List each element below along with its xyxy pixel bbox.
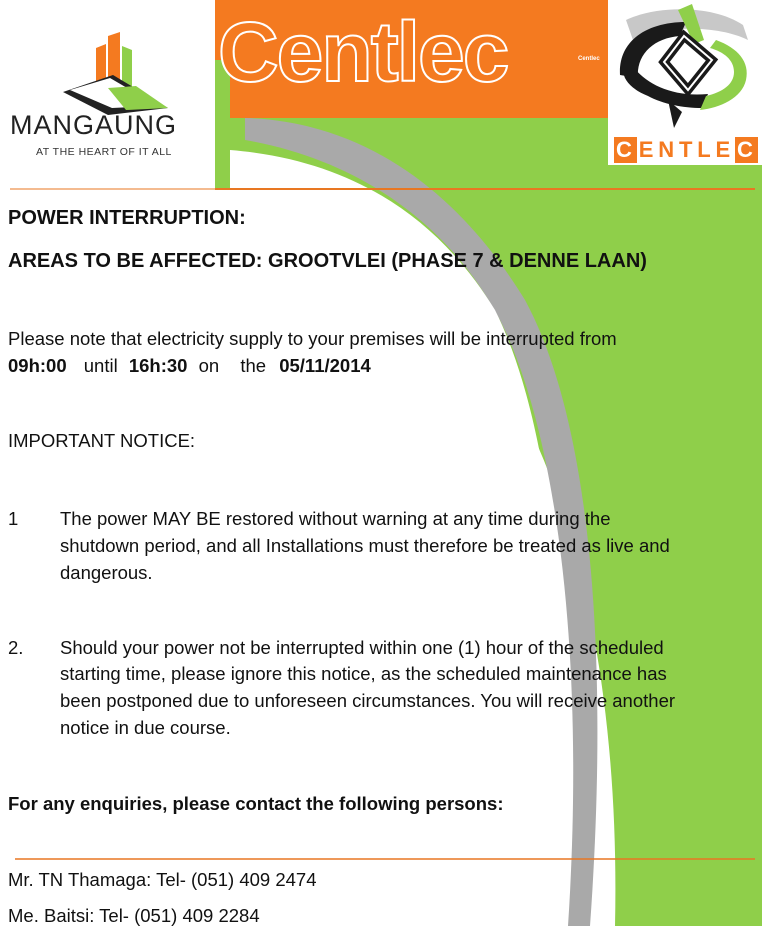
logo-letter: L <box>697 137 714 162</box>
item-number: 1 <box>8 508 19 529</box>
logo-letter: E <box>715 137 734 162</box>
item-line: been postponed due to unforeseen circumstances. You will receive another <box>60 690 676 711</box>
the-word: the <box>240 355 267 376</box>
intro-text: Please note that electricity supply to your premises will be interrupted from <box>8 328 617 349</box>
contact-2: Me. Baitsi: Tel- (051) 409 2284 <box>8 905 260 926</box>
item-line: starting time, please ignore this notice, as the scheduled maintenance has <box>60 663 667 684</box>
on-word: on <box>198 355 220 376</box>
centlec-wordmark: Centlec <box>218 5 508 99</box>
schedule-line <box>8 355 371 377</box>
centlec-emblem-icon <box>608 0 762 135</box>
contact-1: Mr. TN Thamaga: Tel- (051) 409 2474 <box>8 869 317 890</box>
small-mark <box>578 55 600 63</box>
item-line: dangerous. <box>60 562 153 583</box>
start-time: 09h:00 <box>8 355 67 376</box>
date: 05/11/2014 <box>279 355 371 376</box>
centlec-logo <box>608 0 762 165</box>
logo-letter: T <box>678 137 696 162</box>
municipality-name: MANGAUNG <box>10 110 178 140</box>
mangaung-building-icon <box>8 30 213 115</box>
municipality-tagline: AT THE HEART OF IT ALL <box>36 146 172 158</box>
areas-affected: AREAS TO BE AFFECTED: GROOTVLEI (PHASE 7 & DENNE LAAN) <box>8 250 647 272</box>
mangaung-logo <box>8 30 213 165</box>
centlec-logo-text <box>614 137 758 163</box>
item-number: 2. <box>8 637 24 658</box>
small-mark-top: Centlec <box>578 56 600 62</box>
until-word: until <box>83 355 118 376</box>
enquiries-heading: For any enquiries, please contact the following persons: <box>8 793 504 814</box>
logo-letter: N <box>658 137 678 162</box>
item-line: The power MAY BE restored without warning at any time during the <box>60 508 611 529</box>
notice-title: POWER INTERRUPTION: <box>8 207 246 229</box>
item-line: notice in due course. <box>60 717 231 738</box>
logo-letter: C <box>616 137 635 162</box>
end-time: 16h:30 <box>128 355 188 376</box>
logo-letter: E <box>638 137 657 162</box>
item-line: shutdown period, and all Installations must therefore be treated as live and <box>60 535 670 556</box>
item-line: Should your power not be interrupted within one (1) hour of the scheduled <box>60 637 664 658</box>
important-heading: IMPORTANT NOTICE: <box>8 430 196 451</box>
logo-letter: C <box>737 137 756 162</box>
